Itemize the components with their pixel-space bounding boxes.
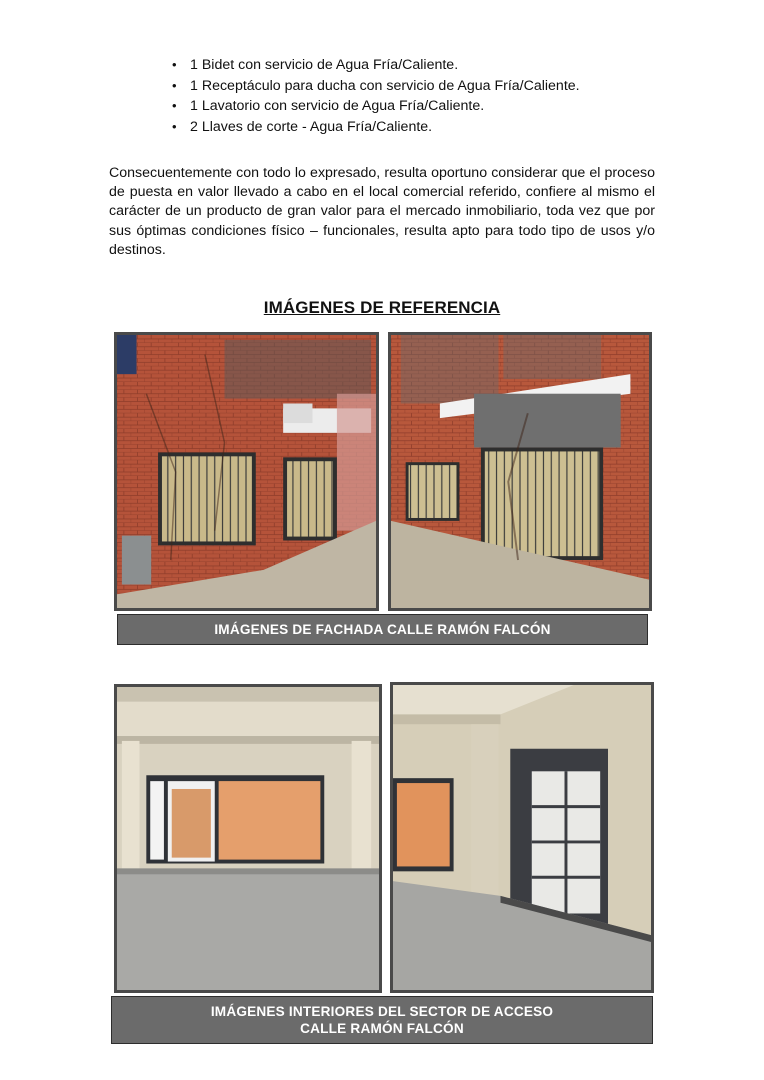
facade-caption-text: IMÁGENES DE FACHADA CALLE RAMÓN FALCÓN (214, 622, 551, 637)
interior-photo-right (390, 682, 654, 993)
list-item: • 1 Lavatorio con servicio de Agua Fría/Caliente. (172, 96, 580, 117)
conclusion-paragraph: Consecuentemente con todo lo expresado, resulta oportuno considerar que el proceso de puesta en valor llevado a cabo en el local comercial referido, confiere al mismo el carácter de un producto de gran valor para el mercado inmobiliario, toda vez que por sus óptimas condiciones físico – funcionales, resulta apto para todo tipo de usos y/o destinos. (109, 165, 655, 258)
interior-caption-line1: IMÁGENES INTERIORES DEL SECTOR DE ACCESO (210, 1004, 554, 1019)
interior-caption (111, 996, 653, 1044)
facade-caption (117, 614, 648, 645)
list-item: • 1 Bidet con servicio de Agua Fría/Caliente. (172, 55, 580, 76)
list-item: • 1 Receptáculo para ducha con servicio de Agua Fría/Caliente. (172, 76, 580, 97)
interior-photo-left (114, 684, 382, 993)
section-heading: IMÁGENES DE REFERENCIA (263, 298, 501, 317)
interior-caption-line2: CALLE RAMÓN FALCÓN (300, 1021, 464, 1036)
facade-photo-left (114, 332, 379, 611)
fixture-list (172, 55, 580, 137)
facade-photo-right (388, 332, 652, 611)
list-item: • 2 Llaves de corte - Agua Fría/Caliente. (172, 117, 580, 138)
